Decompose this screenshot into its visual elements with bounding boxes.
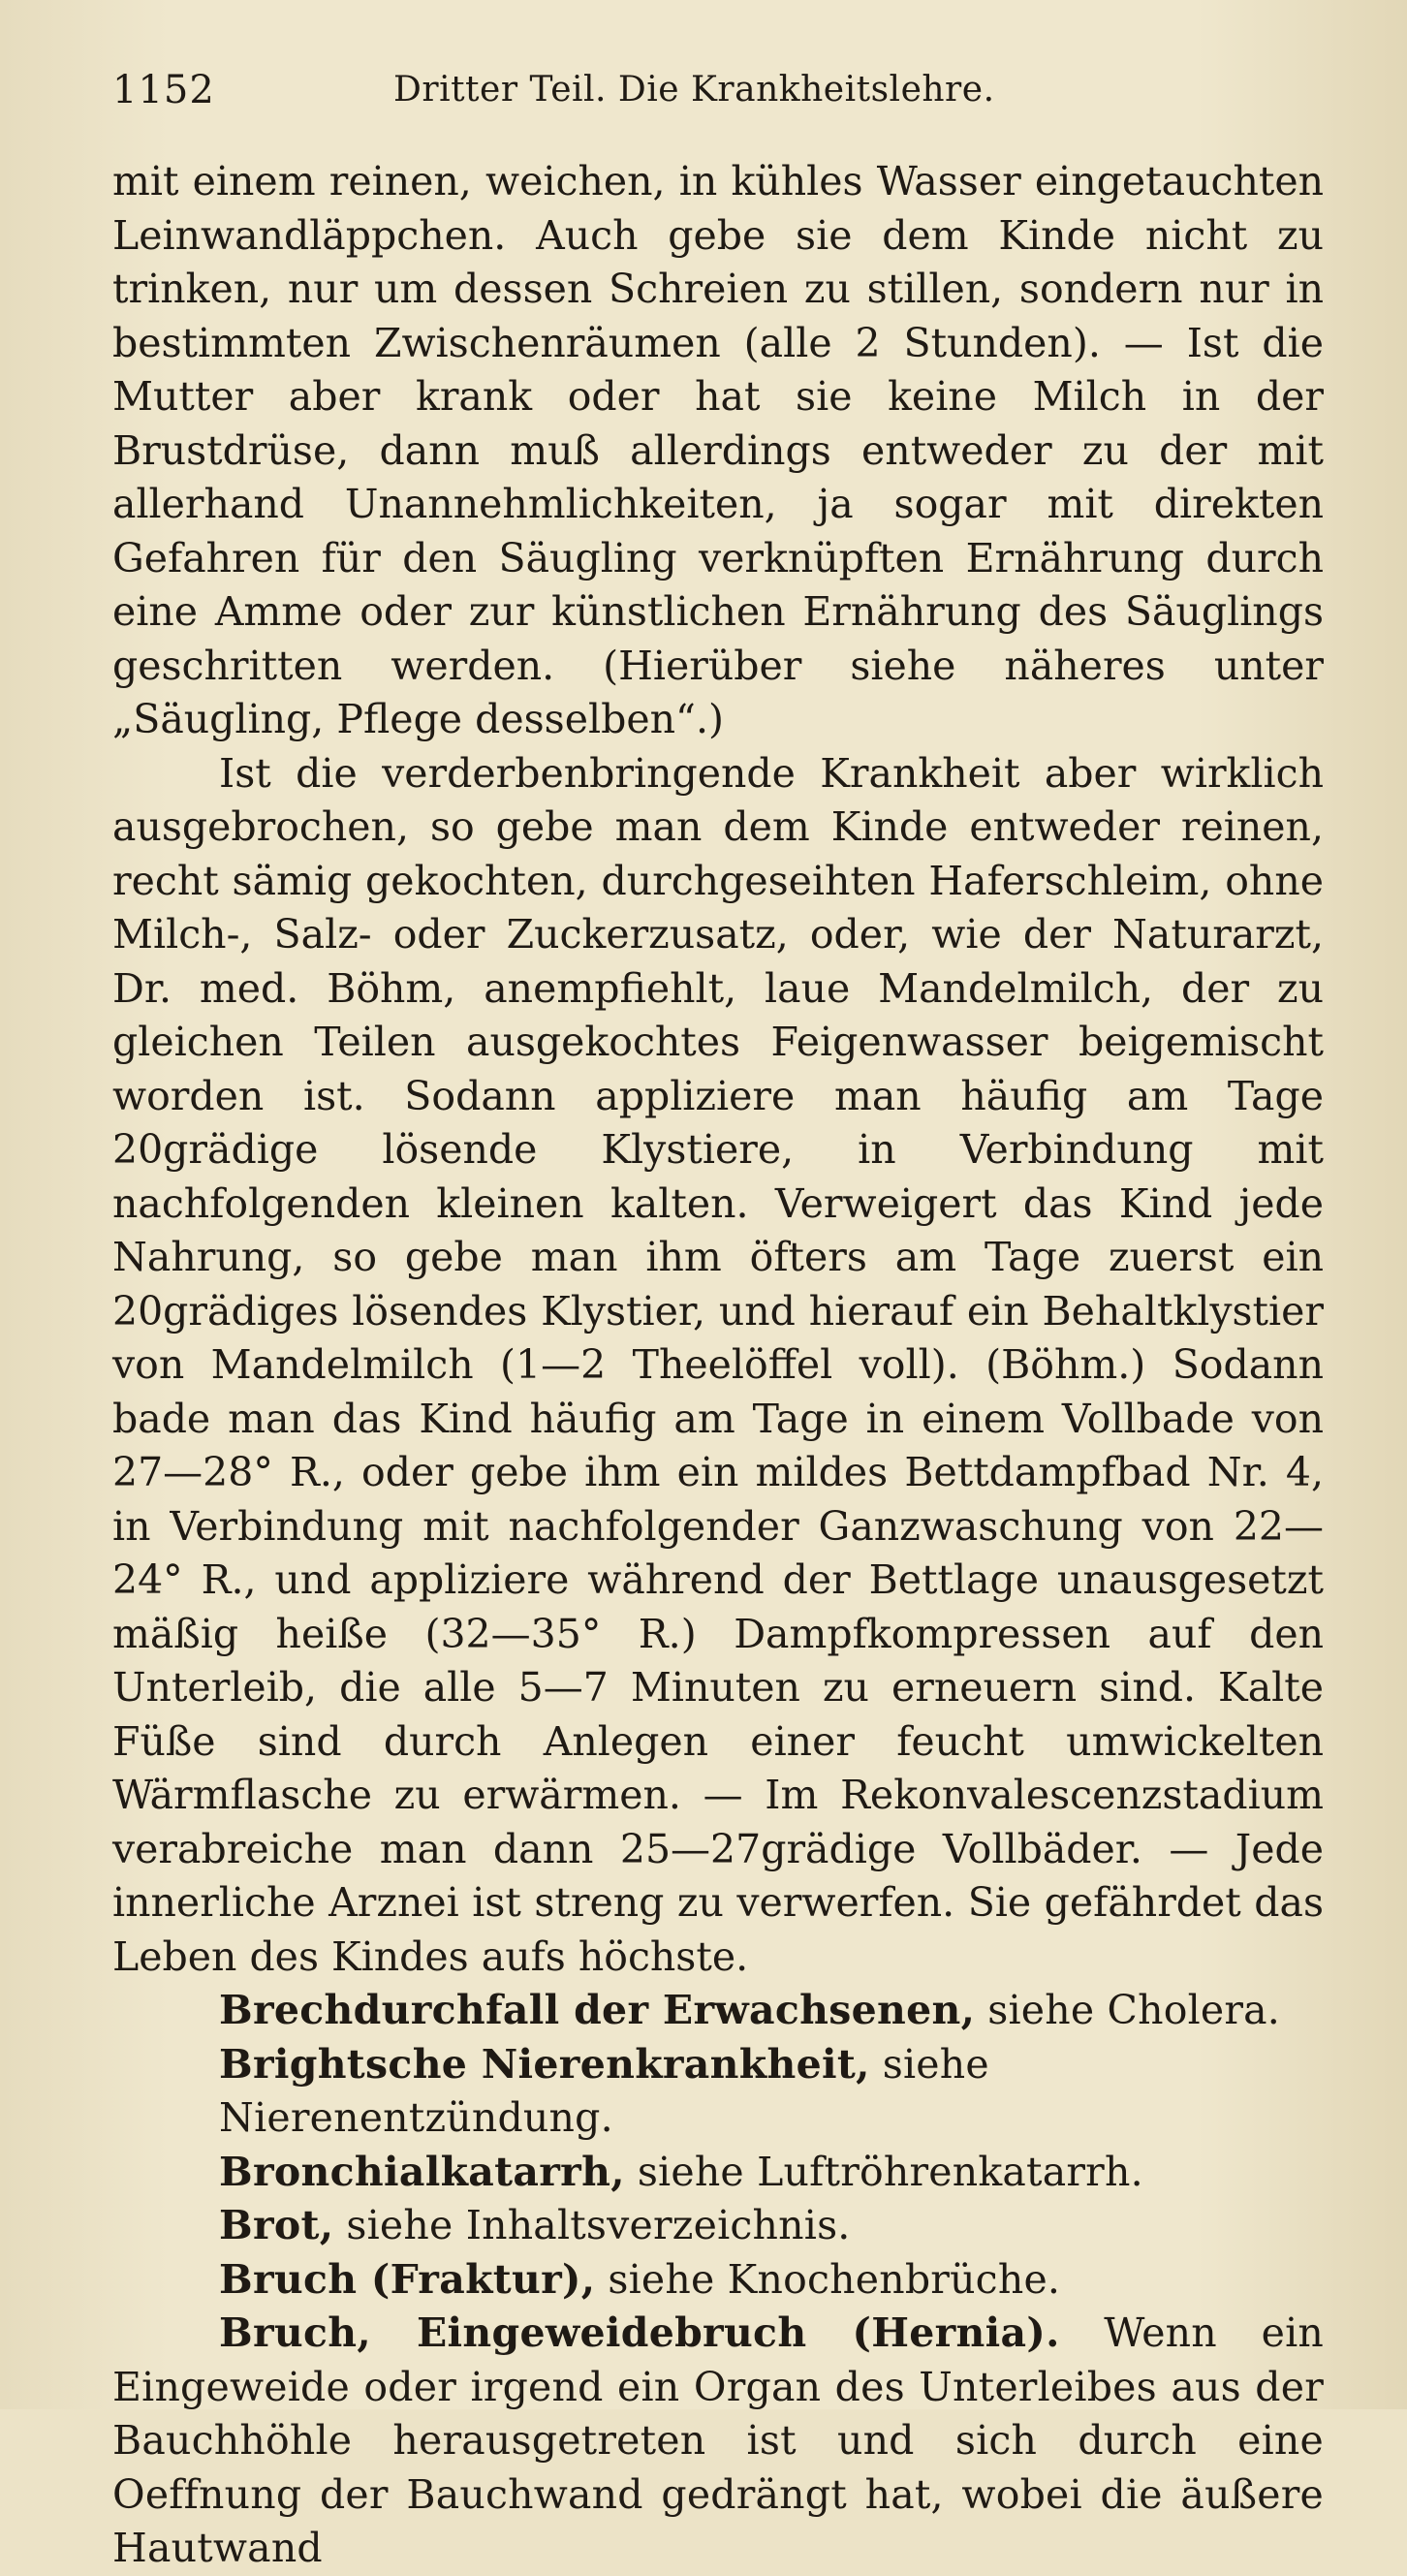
page-body <box>112 155 1324 2576</box>
entry-brechdurchfall <box>112 1984 1324 2038</box>
page-number: 1152 <box>112 68 215 112</box>
page-header <box>112 60 1324 120</box>
entry-brightsche <box>112 2038 1324 2146</box>
entry-term: Bruch, Eingeweidebruch (Hernia). <box>219 2309 1060 2356</box>
entry-bruch-fraktur <box>112 2253 1324 2308</box>
entry-term: Bruch (Fraktur), <box>219 2255 596 2303</box>
entry-brot <box>112 2199 1324 2253</box>
entry-term: Brechdurchfall der Erwachsenen, <box>219 1987 976 2033</box>
entry-bruch-hernia <box>112 2307 1324 2576</box>
entry-text: siehe Knochenbrüche. <box>608 2255 1061 2303</box>
entry-text: siehe Luftröhrenkatarrh. <box>637 2148 1143 2195</box>
entry-term: Bronchialkatarrh, <box>219 2148 625 2195</box>
entry-term: Brot, <box>219 2202 334 2248</box>
running-head: Dritter Teil. Die Krankheitslehre. <box>393 70 995 110</box>
entry-text: siehe Inhaltsverzeichnis. <box>346 2202 851 2248</box>
paragraph-1: mit einem reinen, weichen, in kühles Wasser eingetauchten Leinwandläppchen. Auch gebe sie dem Kinde nicht zu trinken, nur um dessen Schreien zu stillen, sondern nur in bestimmten Zwischenräumen (alle 2 Stunden). — Ist die Mutter aber krank oder hat sie keine Milch in der Brustdrüse, dann muß allerdings entweder zu der mit allerhand Unannehmlichkeiten, ja sogar mit direkten Gefahren für den Säugling verknüpften Ernährung durch eine Amme oder zur künstlichen Ernährung des Säuglings geschritten werden. (Hierüber siehe näheres unter „Säugling, Pflege desselben“.) <box>112 158 1324 742</box>
entry-text: siehe Nierenentzündung. <box>219 2040 989 2141</box>
paragraph-2: Ist die verderbenbringende Krankheit aber wirklich ausgebrochen, so gebe man dem Kinde entweder reinen, recht sämig gekochten, durchgeseihten Haferschleim, ohne Milch-, Salz- oder Zuckerzusatz, oder, wie der Naturarzt, Dr. med. Böhm, anempfiehlt, laue Mandelmilch, der zu gleichen Teilen ausgekochtes Feigenwasser beigemischt worden ist. Sodann appliziere man häufig am Tage 20grädige lösende Klystiere, in Verbindung mit nachfolgenden kleinen kalten. Verweigert das Kind jede Nahrung, so gebe man ihm öfters am Tage zuerst ein 20grädiges lösendes Klystier, und hierauf ein Behaltklystier von Mandelmilch (1—2 Theelöffel voll). (Böhm.) Sodann bade man das Kind häufig am Tage in einem Vollbade von 27—28° R., oder gebe ihm ein mildes Bettdampfbad Nr. 4, in Verbindung mit nachfolgender Ganzwaschung von 22—24° R., und appliziere während der Bettlage unausgesetzt mäßig heiße (32—35° R.) Dampfkompressen auf den Unterleib, die alle 5—7 Minuten zu erneuern sind. Kalte Füße sind durch Anlegen einer feucht umwickelten Wärmflasche zu erwärmen. — Im Rekonvalescenzstadium verabreiche man dann 25—27grädige Vollbäder. — Jede innerliche Arznei ist streng zu verwerfen. Sie gefährdet das Leben des Kindes aufs höchste. <box>112 749 1324 1980</box>
entry-text: siehe Cholera. <box>987 1987 1281 2033</box>
entry-term: Brightsche Nierenkrankheit, <box>219 2040 870 2088</box>
entry-text: Wenn ein Eingeweide oder irgend ein Organ des Unterleibes aus der Bauchhöhle herausgetreten ist und sich durch eine Oeffnung der Bauchwand gedrängt hat, wobei die äußere Hautwand <box>112 2309 1324 2571</box>
entry-bronchialkatarrh <box>112 2146 1324 2200</box>
